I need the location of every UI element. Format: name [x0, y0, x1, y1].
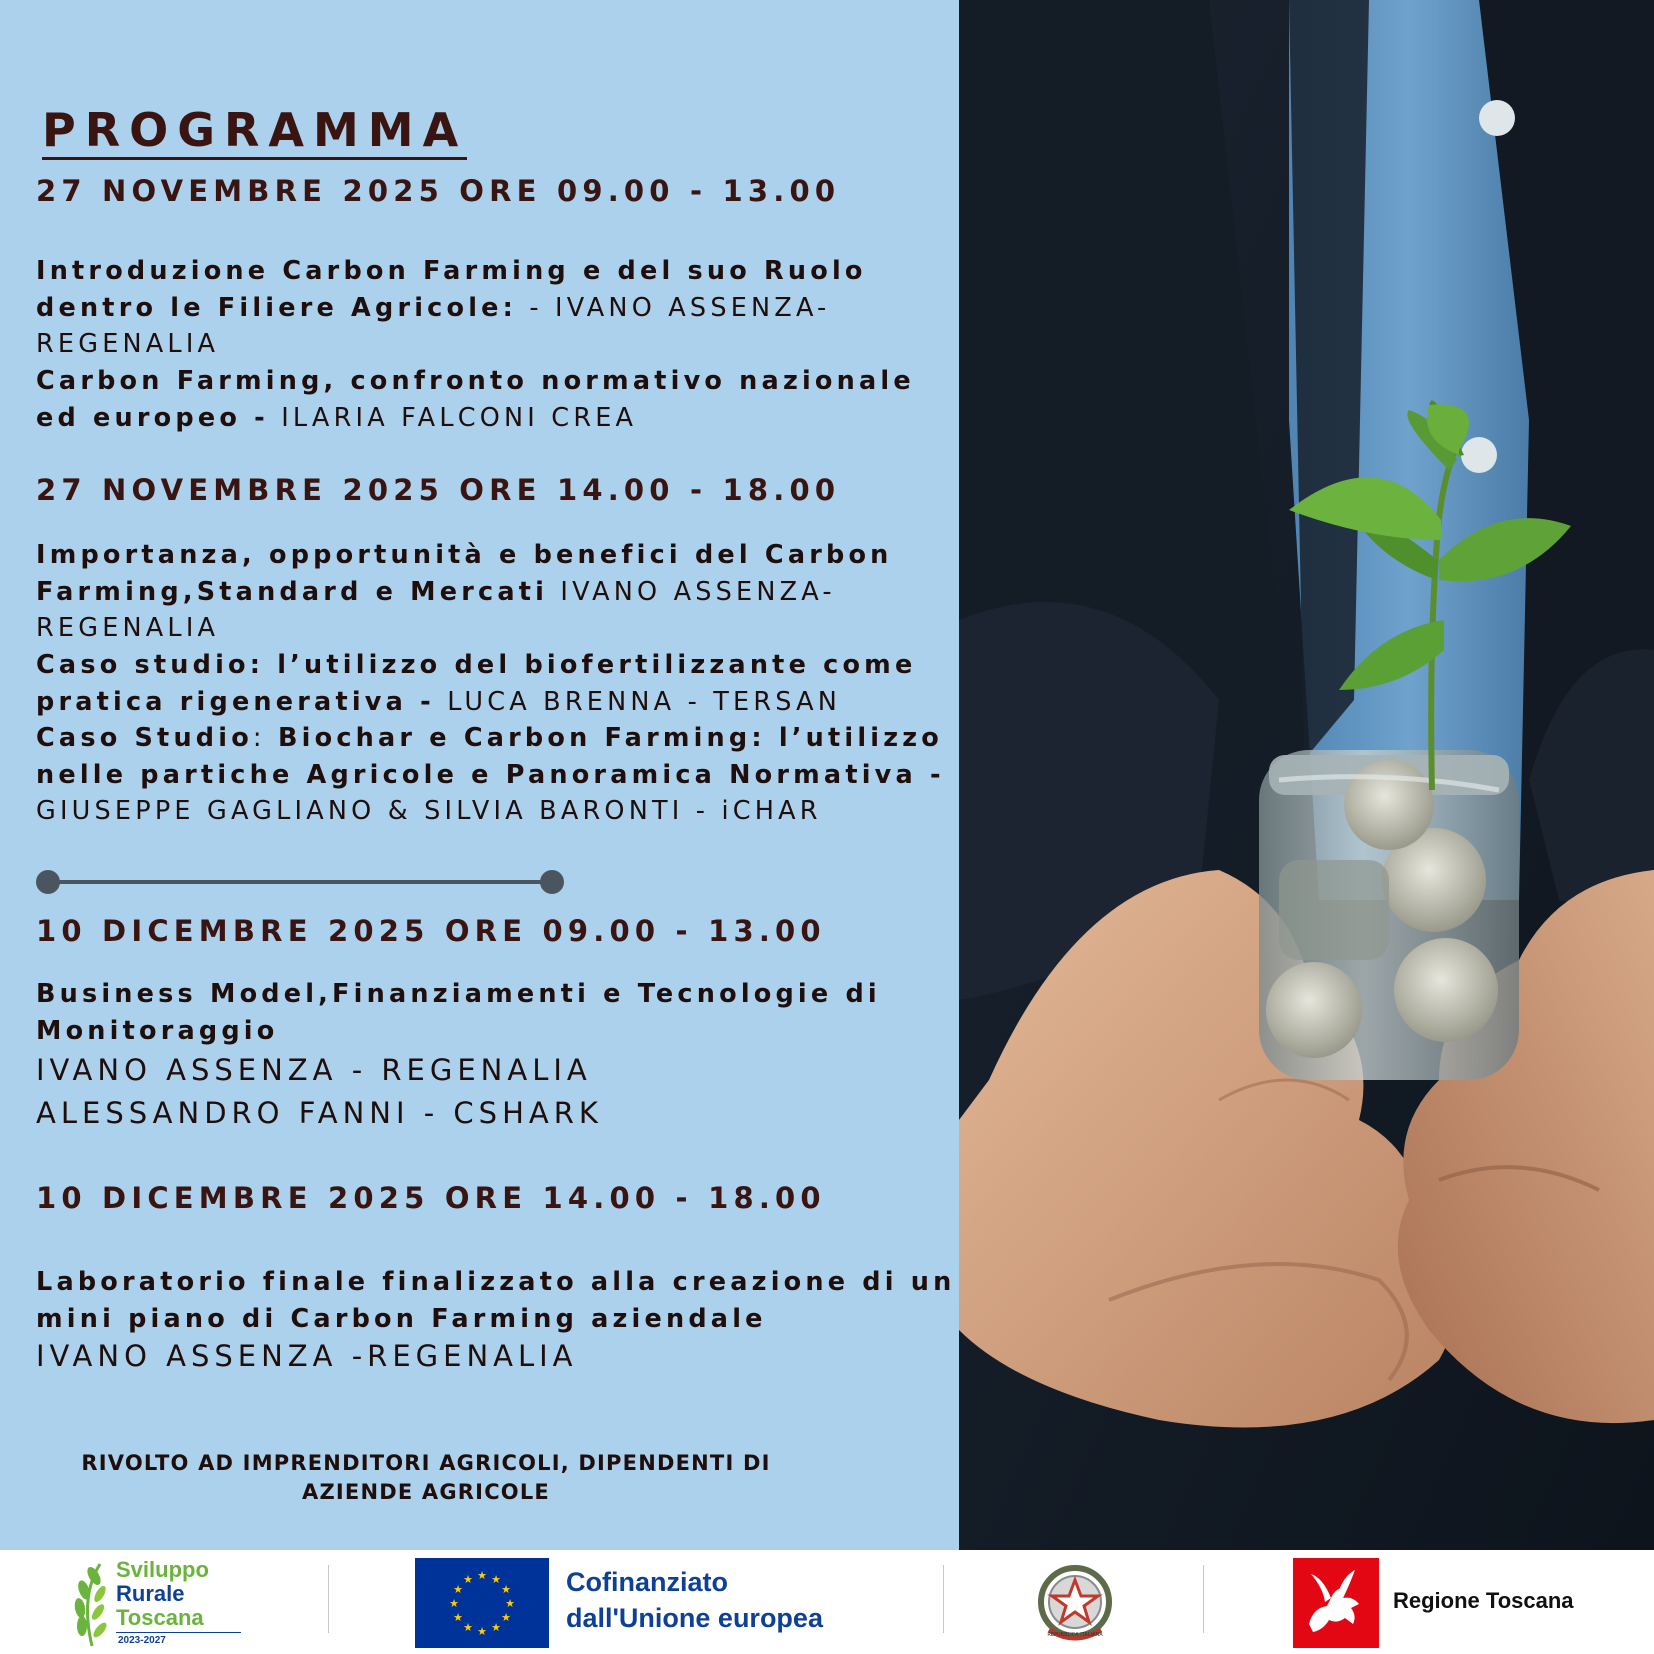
talk-title: Laboratorio finale finalizzato alla creazione di un mini piano di Carbon Farming aziendale	[36, 1267, 956, 1334]
talk-speaker: LUCA BRENNA - TERSAN	[434, 686, 842, 717]
talk-title: Business Model,Finanziamenti e Tecnologie di Monitoraggio	[36, 979, 881, 1046]
srt-line3: Toscana	[116, 1605, 204, 1630]
svg-text:★: ★	[453, 1611, 463, 1624]
footer-divider	[328, 1565, 329, 1633]
footer-divider	[943, 1565, 944, 1633]
srt-years: 2023-2027	[118, 1635, 166, 1646]
talk-item	[36, 976, 956, 1049]
speaker-line: ALESSANDRO FANNI - CSHARK	[36, 1096, 603, 1130]
svg-text:★: ★	[463, 1573, 473, 1586]
eu-line2: dall'Unione europea	[566, 1603, 823, 1633]
pegasus-logo-icon	[1293, 1558, 1379, 1648]
program-title: PROGRAMMA	[42, 105, 467, 160]
srt-underline	[116, 1632, 241, 1633]
laurel-icon	[70, 1556, 120, 1650]
svg-text:★: ★	[491, 1621, 501, 1634]
emblem-caption: REPUBBLICA ITALIANA	[1047, 1632, 1103, 1638]
svg-text:★: ★	[453, 1583, 463, 1596]
session-date: 10 DICEMBRE 2025 ORE 14.00 - 18.00	[36, 1181, 826, 1215]
srt-line2: Rurale	[116, 1581, 185, 1606]
talk-item	[36, 537, 956, 647]
talk-speaker: IVANO ASSENZA- REGENALIA	[36, 576, 836, 643]
talk-title: Biochar e Carbon Farming: l’utilizzo nelle partiche Agricole e Panoramica Normativa -	[36, 723, 945, 790]
talk-title: Caso Studio	[36, 723, 253, 753]
audience-note: RIVOLTO AD IMPRENDITORI AGRICOLI, DIPENDENTI DI AZIENDE AGRICOLE	[81, 1451, 771, 1504]
eu-stars-icon	[415, 1558, 549, 1648]
srt-line1: Sviluppo	[116, 1557, 209, 1582]
svg-text:★: ★	[491, 1573, 501, 1586]
svg-text:★: ★	[505, 1597, 515, 1610]
svg-text:★: ★	[477, 1625, 487, 1638]
talk-item	[36, 647, 956, 720]
pegasus-icon	[1293, 1558, 1379, 1648]
speaker-line: IVANO ASSENZA -REGENALIA	[36, 1339, 578, 1373]
eu-flag-icon	[415, 1558, 549, 1648]
talk-item	[36, 253, 956, 363]
svg-text:★: ★	[449, 1597, 459, 1610]
timeline-dot	[540, 870, 564, 894]
session-date: 27 NOVEMBRE 2025 ORE 09.00 - 13.00	[36, 174, 841, 208]
talk-item	[36, 1264, 956, 1337]
talk-item	[36, 720, 956, 830]
svg-text:★: ★	[463, 1621, 473, 1634]
talk-colon: :	[252, 723, 279, 753]
svg-text:★: ★	[501, 1611, 511, 1624]
talk-title: Introduzione Carbon Farming e del suo Ruolo dentro le Filiere Agricole:	[36, 256, 867, 323]
talk-title: Carbon Farming, confronto normativo nazionale ed europeo -	[36, 366, 915, 433]
hands-jar-seedling-illustration	[959, 0, 1654, 1550]
svg-text:★: ★	[501, 1583, 511, 1596]
timeline-divider	[48, 880, 552, 884]
talk-item	[36, 363, 956, 436]
talk-title: Caso studio: l’utilizzo del biofertilizzante come pratica rigenerativa -	[36, 650, 917, 717]
footer-divider	[1203, 1565, 1204, 1633]
session-date: 10 DICEMBRE 2025 ORE 09.00 - 13.00	[36, 914, 826, 948]
session-date: 27 NOVEMBRE 2025 ORE 14.00 - 18.00	[36, 473, 841, 507]
svg-text:★: ★	[477, 1569, 487, 1582]
talk-speaker: ILARIA FALCONI CREA	[268, 402, 638, 433]
srt-logo	[70, 1556, 250, 1650]
hero-photo	[959, 0, 1654, 1550]
timeline-dot	[36, 870, 60, 894]
regione-name: Regione Toscana	[1393, 1588, 1574, 1613]
talk-speaker: - IVANO ASSENZA- REGENALIA	[36, 292, 831, 359]
talk-title: Importanza, opportunità e benefici del Carbon Farming,Standard e Mercati	[36, 540, 893, 607]
footer-logos	[0, 1550, 1654, 1654]
talk-speaker: GIUSEPPE GAGLIANO & SILVIA BARONTI - iCHAR	[36, 796, 822, 826]
eu-line1: Cofinanziato	[566, 1567, 728, 1597]
italian-emblem-icon	[1035, 1562, 1115, 1646]
speaker-line: IVANO ASSENZA - REGENALIA	[36, 1053, 592, 1087]
